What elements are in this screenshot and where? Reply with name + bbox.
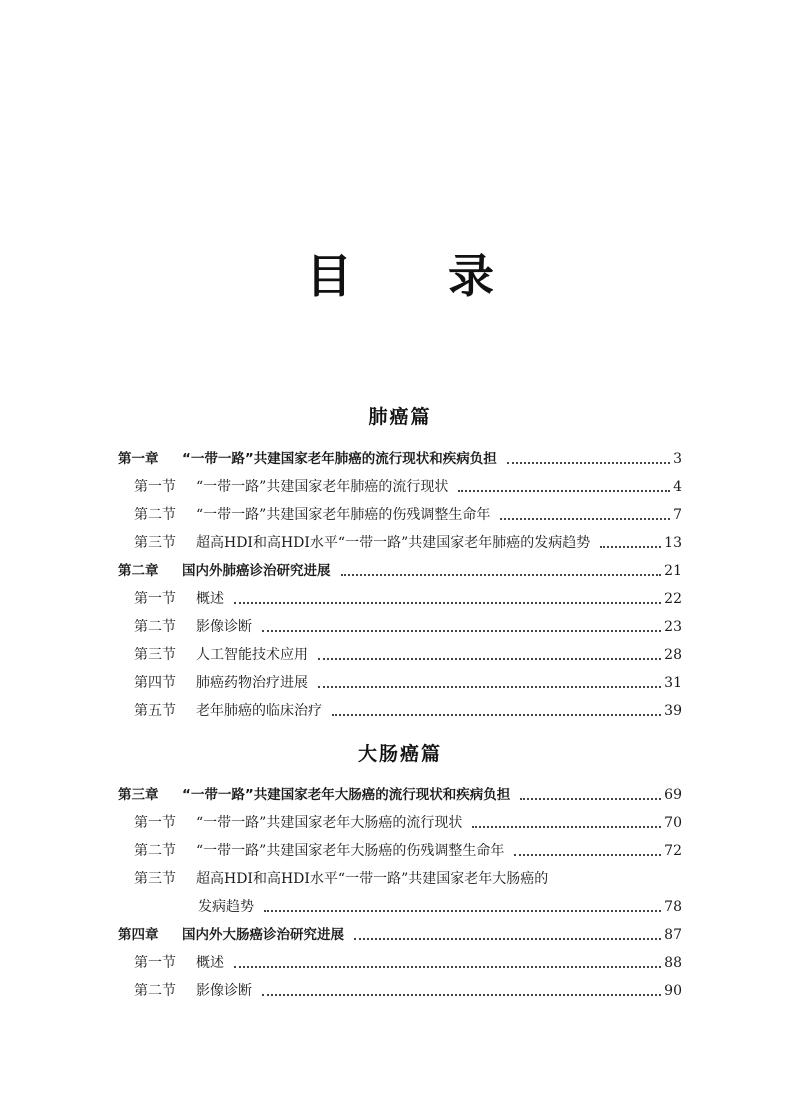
toc-entry-title: 国内外肺癌诊治研究进展: [182, 563, 331, 579]
toc-entry-number: 第四章: [118, 927, 159, 943]
toc-section-entry[interactable]: [118, 861, 682, 889]
toc-chapter-entry[interactable]: [118, 441, 682, 469]
toc-page-number: 88: [664, 955, 682, 971]
toc-entry-number: 第二节: [134, 983, 176, 999]
toc-chapter-entry[interactable]: [118, 553, 682, 581]
toc-entry-title: “一带一路”共建国家老年肺癌的流行现状: [196, 479, 449, 495]
toc-page-number: 39: [664, 703, 682, 719]
toc-entry-number: 第二节: [134, 619, 176, 635]
toc-section-entry[interactable]: [118, 805, 682, 833]
toc-entry-text: [118, 925, 344, 945]
toc-entry-title: “一带一路”共建国家老年肺癌的流行现状和疾病负担: [182, 451, 497, 467]
dot-leader: [507, 461, 670, 464]
toc-section-entry[interactable]: [118, 665, 682, 693]
toc-page-number: 69: [664, 787, 682, 803]
toc-entry-text: [134, 813, 462, 833]
toc-entry-title: “一带一路”共建国家老年大肠癌的伤残调整生命年: [196, 843, 505, 859]
toc-section-entry[interactable]: [118, 469, 682, 497]
toc-entry-number: 第一节: [134, 815, 176, 831]
dot-leader: [318, 657, 661, 660]
toc-list-lung: [118, 441, 682, 721]
page-title: 目 录: [305, 249, 534, 303]
toc-page-number: 72: [664, 843, 682, 859]
toc-section-entry[interactable]: [118, 945, 682, 973]
toc-entry-text: [134, 589, 224, 609]
toc-entry-text: [118, 785, 510, 805]
toc-entry-text: [134, 505, 490, 525]
toc-entry-text: [118, 449, 497, 469]
dot-leader: [600, 545, 661, 548]
toc-entry-title: 概述: [196, 591, 224, 607]
toc-entry-text: [134, 701, 322, 721]
toc-section-entry[interactable]: [118, 693, 682, 721]
toc-page-number: 90: [664, 983, 682, 999]
toc-page-number: 13: [664, 535, 682, 551]
toc-entry-text: [134, 869, 548, 889]
part-heading-lung: 肺癌篇: [368, 406, 432, 428]
toc-entry-number: 第三节: [134, 871, 176, 887]
toc-page-number: 4: [673, 479, 682, 495]
toc-page-number: 31: [664, 675, 682, 691]
toc-page-number: 3: [673, 451, 682, 467]
part-heading-colorectal: 大肠癌篇: [357, 743, 442, 765]
toc-entry-number: 第三章: [118, 787, 159, 803]
dot-leader: [520, 797, 661, 800]
dot-leader: [262, 629, 661, 632]
dot-leader: [262, 993, 661, 996]
toc-entry-title: “一带一路”共建国家老年大肠癌的流行现状: [196, 815, 463, 831]
toc-section-entry[interactable]: [118, 637, 682, 665]
toc-section-entry[interactable]: [118, 833, 682, 861]
toc-entry-number: 第一节: [134, 955, 176, 971]
toc-entry-text: [134, 477, 448, 497]
toc-entry-title: 发病趋势: [198, 899, 254, 915]
toc-entry-text: [198, 897, 254, 917]
toc-entry-number: 第四节: [134, 675, 176, 691]
toc-entry-number: 第二章: [118, 563, 159, 579]
dot-leader: [514, 853, 661, 856]
toc-entry-text: [134, 981, 252, 1001]
toc-entry-title: 超高HDI和高HDI水平“一带一路”共建国家老年肺癌的发病趋势: [196, 535, 591, 551]
dot-leader: [332, 713, 661, 716]
toc-entry-number: 第五节: [134, 703, 176, 719]
toc-entry-title: “一带一路”共建国家老年肺癌的伤残调整生命年: [196, 507, 491, 523]
toc-page-number: 28: [664, 647, 682, 663]
toc-page-number: 21: [664, 563, 682, 579]
toc-entry-title: 影像诊断: [196, 619, 252, 635]
toc-entry-title: 超高HDI和高HDI水平“一带一路”共建国家老年大肠癌的: [196, 871, 549, 887]
toc-section-entry[interactable]: [118, 581, 682, 609]
dot-leader: [500, 517, 670, 520]
toc-page-number: 22: [664, 591, 682, 607]
toc-entry-text: [134, 617, 252, 637]
toc-page-number: 7: [673, 507, 682, 523]
toc-section-entry[interactable]: [118, 889, 682, 917]
toc-section-entry[interactable]: [118, 497, 682, 525]
toc-section-entry[interactable]: [118, 525, 682, 553]
toc-entry-title: 老年肺癌的临床治疗: [196, 703, 322, 719]
dot-leader: [234, 601, 661, 604]
toc-page-number: 87: [664, 927, 682, 943]
dot-leader: [354, 937, 661, 940]
toc-page-number: 70: [664, 815, 682, 831]
dot-leader: [234, 965, 661, 968]
toc-section-entry[interactable]: [118, 609, 682, 637]
toc-chapter-entry[interactable]: [118, 777, 682, 805]
toc-entry-text: [134, 953, 224, 973]
toc-list-colorectal: [118, 777, 682, 1001]
dot-leader: [264, 909, 661, 912]
toc-entry-title: 影像诊断: [196, 983, 252, 999]
toc-entry-number: 第一节: [134, 479, 176, 495]
toc-entry-title: 肺癌药物治疗进展: [196, 675, 308, 691]
toc-entry-text: [134, 841, 504, 861]
toc-entry-number: 第一节: [134, 591, 176, 607]
toc-entry-number: 第三节: [134, 647, 176, 663]
toc-entry-text: [134, 673, 308, 693]
dot-leader: [318, 685, 661, 688]
toc-section-entry[interactable]: [118, 973, 682, 1001]
toc-entry-title: 人工智能技术应用: [196, 647, 308, 663]
toc-entry-number: 第二节: [134, 843, 176, 859]
toc-entry-text: [134, 533, 590, 553]
toc-entry-number: 第三节: [134, 535, 176, 551]
toc-entry-title: 国内外大肠癌诊治研究进展: [182, 927, 344, 943]
toc-entry-text: [118, 561, 331, 581]
toc-entry-title: 概述: [196, 955, 224, 971]
dot-leader: [458, 489, 670, 492]
toc-entry-text: [134, 645, 308, 665]
toc-page-number: 78: [664, 899, 682, 915]
dot-leader: [341, 573, 662, 576]
toc-chapter-entry[interactable]: [118, 917, 682, 945]
toc-entry-number: 第二节: [134, 507, 176, 523]
toc-entry-title: “一带一路”共建国家老年大肠癌的流行现状和疾病负担: [182, 787, 511, 803]
toc-page-number: 23: [664, 619, 682, 635]
toc-entry-number: 第一章: [118, 451, 159, 467]
dot-leader: [472, 825, 661, 828]
